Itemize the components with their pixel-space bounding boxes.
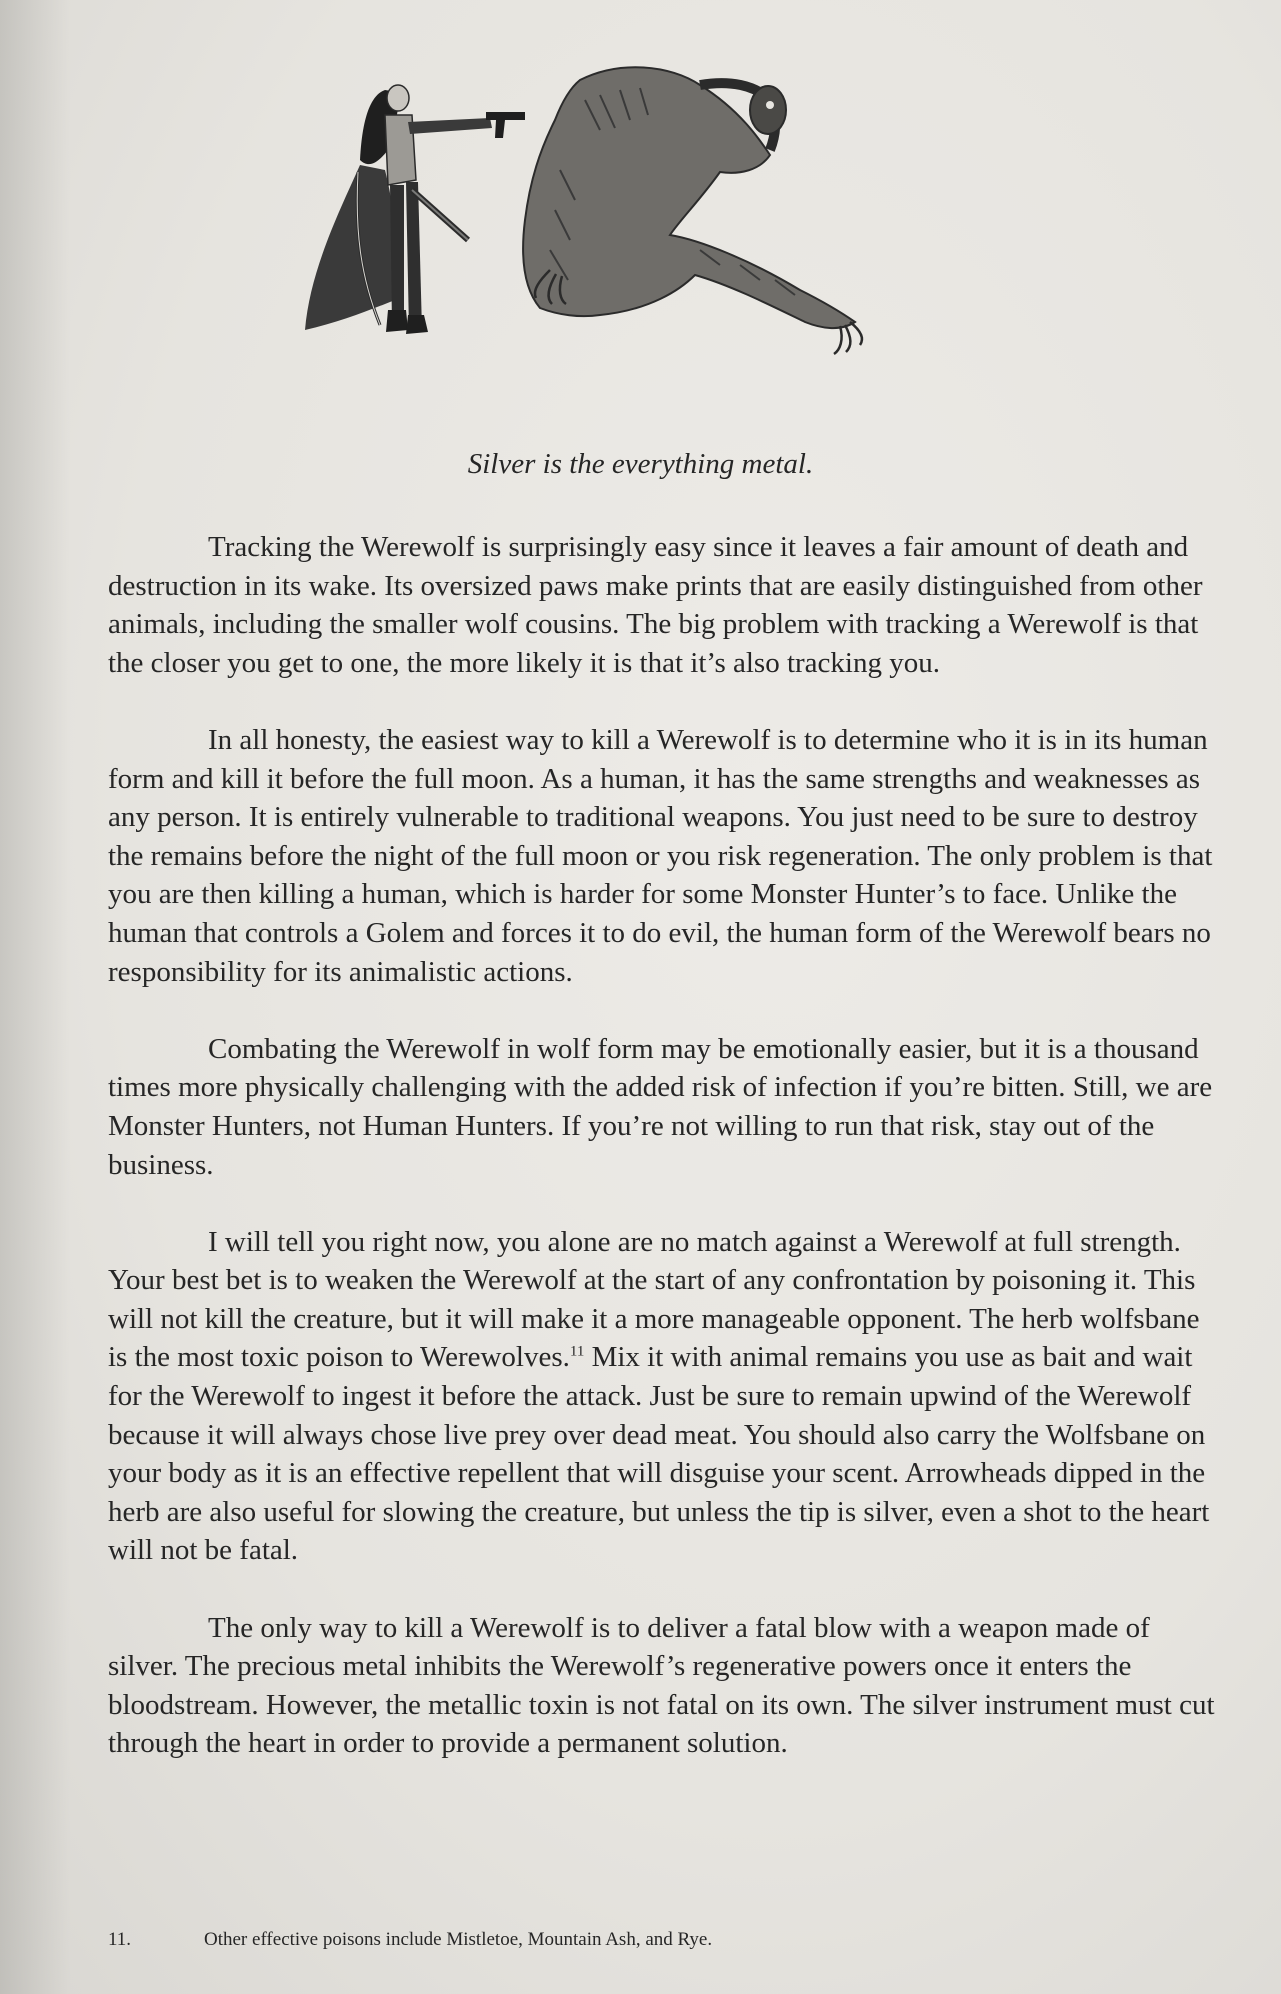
footnote-number: 11. <box>108 1929 132 1950</box>
hunter-vs-werewolf-illustration <box>300 60 1050 425</box>
footnote <box>108 1929 1208 1951</box>
illustration-caption: Silver is the everything metal. <box>467 448 814 480</box>
werewolf-figure <box>523 67 862 354</box>
paragraph: Combating the Werewolf in wolf form may be emotionally easier, but it is a thousand times more physically challenging with the added risk of infection if you’re bitten. Still, we are Monster Hunters, not Human Hunters. If you’re not willing to run that risk, stay out of the business. <box>108 1032 1213 1181</box>
footnote-reference[interactable]: 11 <box>569 1343 585 1360</box>
paragraph: The only way to kill a Werewolf is to deliver a fatal blow with a weapon made of silver. The precious metal inhibits the Werewolf’s regenerative powers once it enters the bloodstream. However, the metallic toxin is not fatal on its own. The silver instrument must cut through the heart in order to provide a permanent solution. <box>108 1611 1215 1760</box>
paragraph-with-footnote <box>108 1223 1223 1570</box>
paragraph-text-after-ref: Mix it with animal remains you use as bait and wait for the Werewolf to ingest it before the attack. Just be sure to remain upwind of the Werewolf because it will always chose live prey over dead meat. You should also carry the Wolfsbane on your body as it is an effective repellent that will disguise your scent. Arrowheads dipped in the herb are also useful for slowing the creature, but unless the tip is silver, even a shot to the heart will not be fatal. <box>108 1341 1210 1567</box>
body-text <box>108 528 1223 1802</box>
paragraph: Tracking the Werewolf is surprisingly easy since it leaves a fair amount of death and destruction in its wake. Its oversized paws make prints that are easily distinguished from other animals, including the smaller wolf cousins. The big problem with tracking a Werewolf is that the closer you get to one, the more likely it is that it’s also tracking you. <box>108 531 1203 679</box>
paragraph: In all honesty, the easiest way to kill a Werewolf is to determine who it is in its human form and kill it before the full moon. As a human, it has the same strengths and weaknesses as any person. It is entirely vulnerable to traditional weapons. You just need to be sure to destroy the remains before the night of the full moon or you risk regeneration. The only problem is that you are then killing a human, which is harder for some Monster Hunter’s to face. Unlike the human that controls a Golem and forces it to do evil, the human form of the Werewolf bears no responsibility for its animalistic actions. <box>108 723 1213 988</box>
page-edge-shadow <box>0 0 70 1994</box>
woman-hunter-figure <box>305 85 525 334</box>
paragraph-text-before-ref: I will tell you right now, you alone are no match against a Werewolf at full strength. Your best bet is to weaken the Werewolf at the start of any confrontation by poisoning it. This will not kill the creature, but it will make it a more manageable opponent. The herb wolfsbane is the most toxic poison to Werewolves. <box>108 1225 1200 1374</box>
footnote-text: Other effective poisons include Mistletoe, Mountain Ash, and Rye. <box>204 1929 713 1950</box>
